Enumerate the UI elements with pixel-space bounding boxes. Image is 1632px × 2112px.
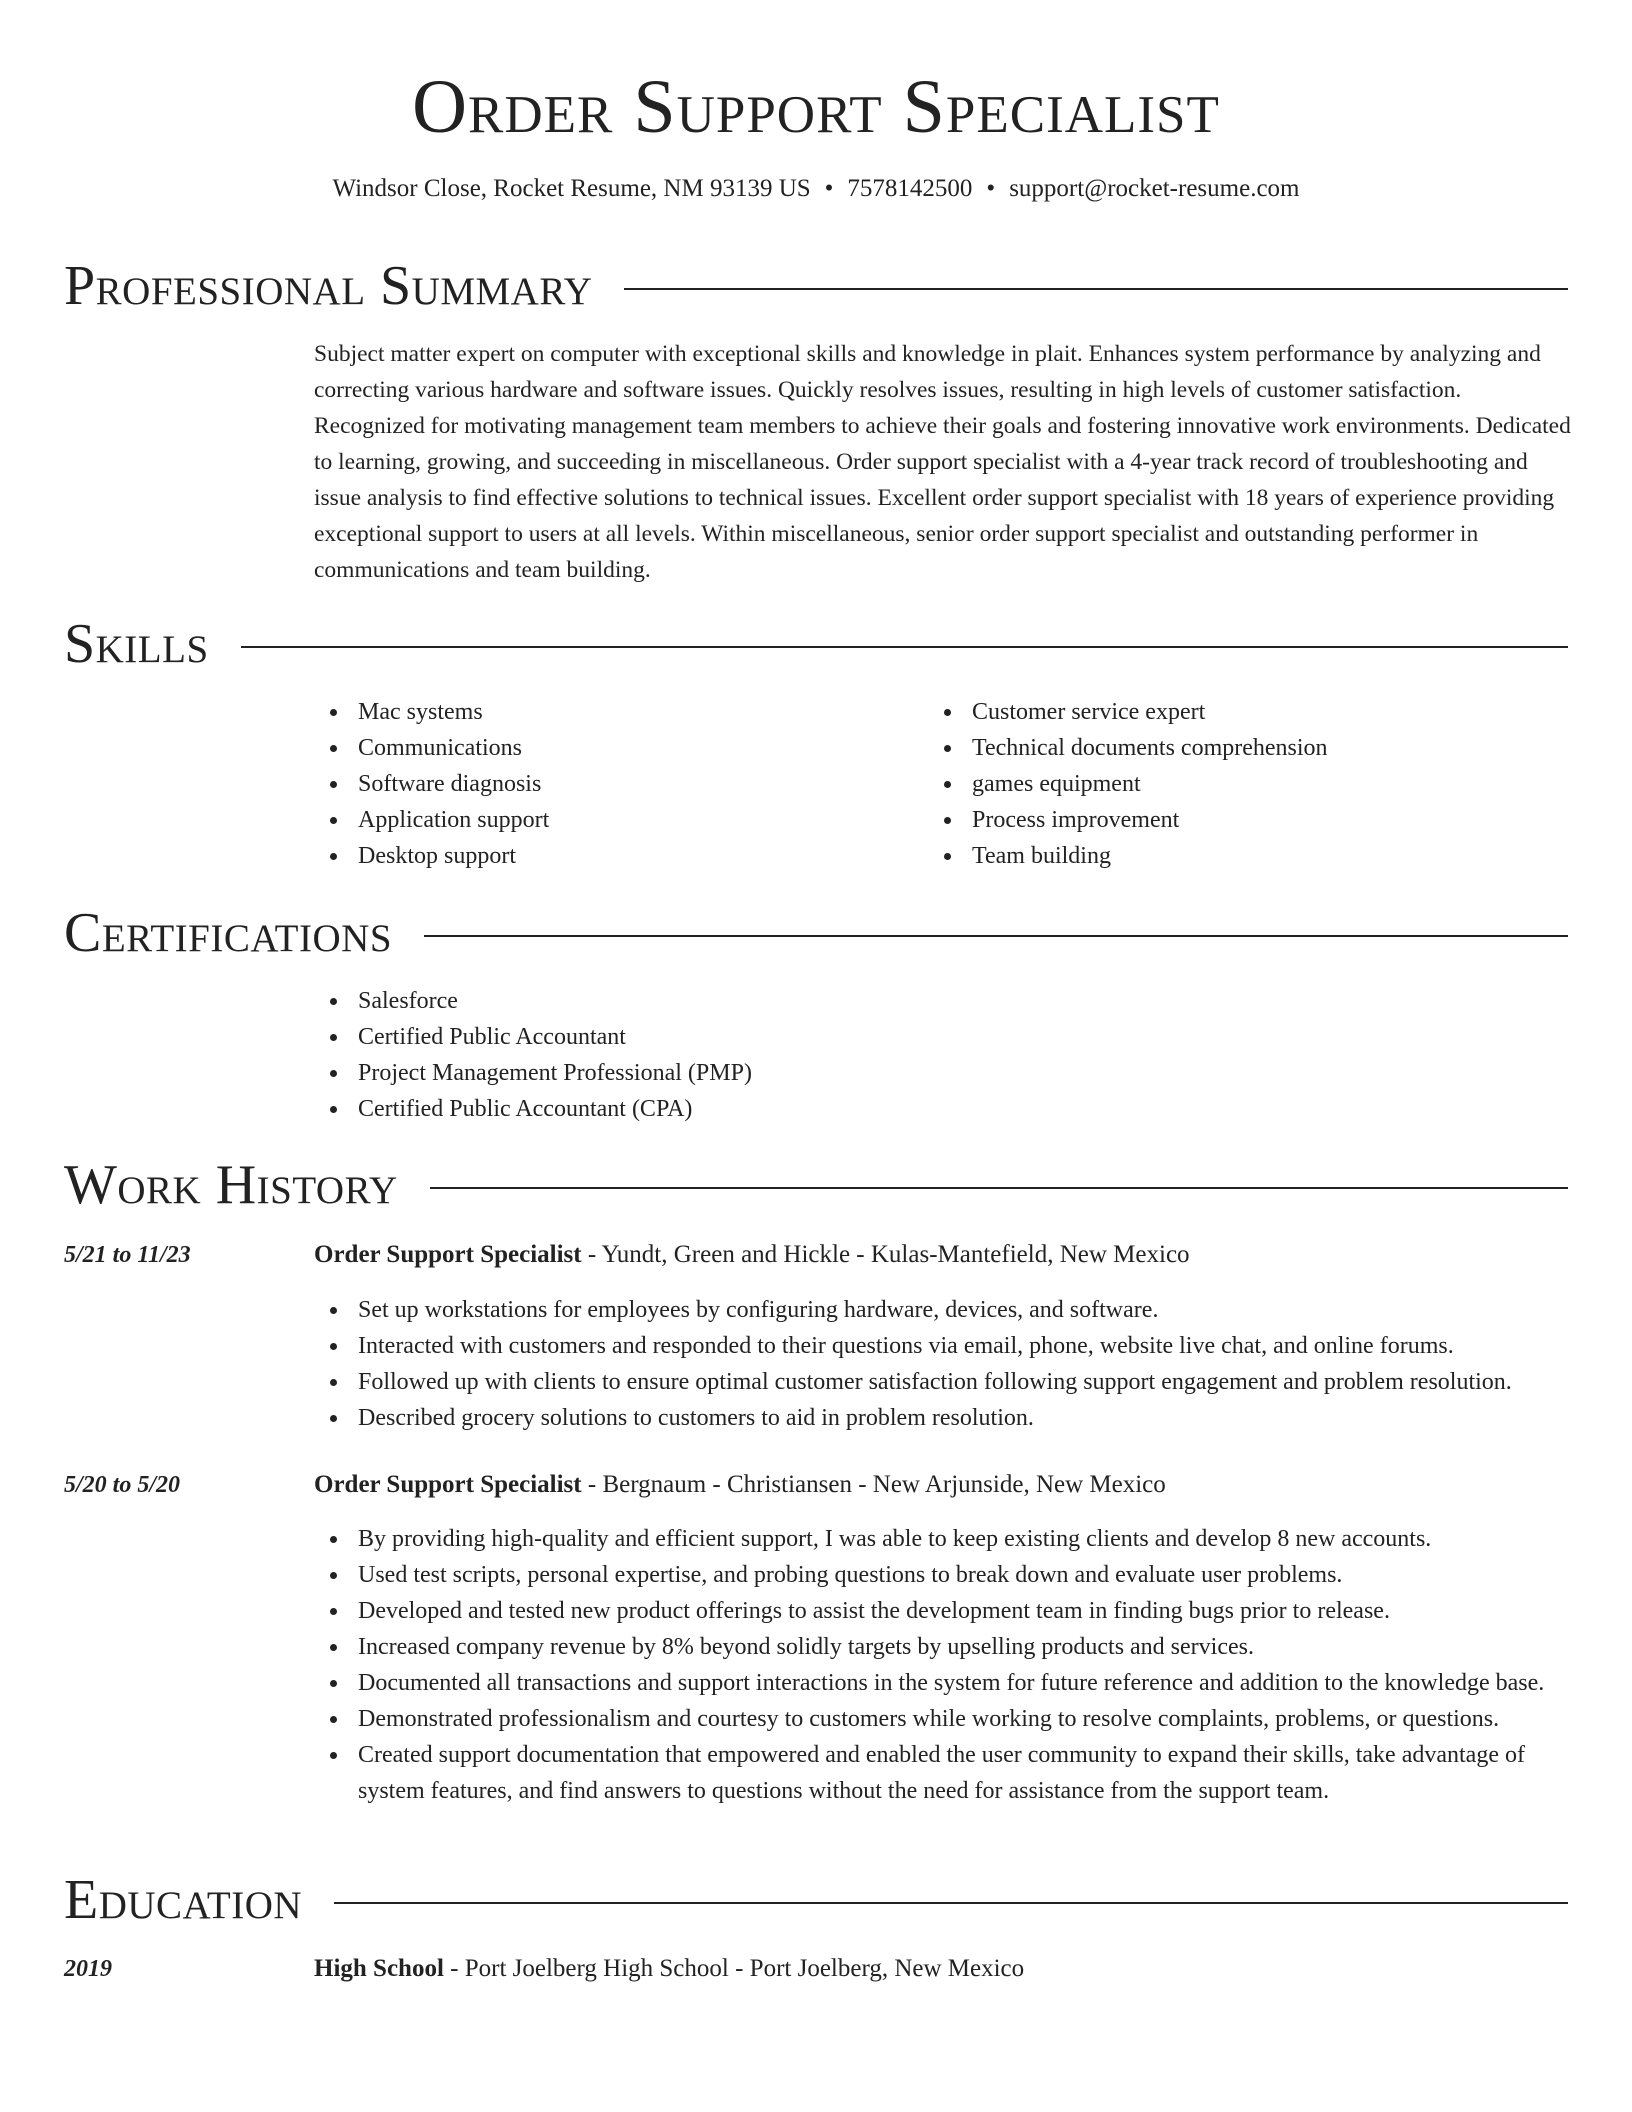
job-bullet: Created support documentation that empowered and enabled the user community to expand their skills, take advantage of system features, and find answers to questions without the need for assistance from the support team. bbox=[314, 1737, 1576, 1809]
summary-text: Subject matter expert on computer with exceptional skills and knowledge in plait. Enhances system performance by analyzing and correcting various hardware and software issues. Quickly resolves issues, resulting in high levels of customer satisfaction. Recognized for motivating management team members to achieve their goals and fostering innovative work environments. Dedicated to learning, growing, and succeeding in miscellaneous. Order support specialist with a 4-year track record of troubleshooting and issue analysis to find effective solutions to technical issues. Excellent order support specialist with 18 years of experience providing exceptional support to users at all levels. Within miscellaneous, senior order support specialist and outstanding performer in communications and team building. bbox=[314, 341, 1571, 583]
section-divider bbox=[424, 935, 1568, 937]
skill-item: Communications bbox=[314, 730, 914, 766]
certification-item: Project Management Professional (PMP) bbox=[314, 1055, 1314, 1091]
section-education bbox=[64, 1867, 1568, 1933]
education-year: 2019 bbox=[64, 1956, 112, 1982]
section-divider bbox=[430, 1187, 1568, 1189]
contact-address: Windsor Close, Rocket Resume, NM 93139 US bbox=[332, 175, 811, 202]
contact-line bbox=[0, 172, 1632, 206]
skill-item: Mac systems bbox=[314, 694, 914, 730]
job-bullet: Developed and tested new product offerings to assist the development team in finding bugs prior to release. bbox=[314, 1593, 1576, 1629]
job-dates: 5/21 to 11/23 bbox=[64, 1242, 191, 1268]
contact-phone: 7578142500 bbox=[847, 175, 973, 202]
section-title: Work History bbox=[64, 1154, 398, 1216]
section-divider bbox=[241, 646, 1568, 648]
job-employer: - Bergnaum - Christiansen - New Arjunside, New Mexico bbox=[581, 1471, 1166, 1498]
job-bullets bbox=[314, 1521, 1576, 1809]
job-bullet: Followed up with clients to ensure optimal customer satisfaction following support engagement and problem resolution. bbox=[314, 1364, 1576, 1400]
skill-item: Desktop support bbox=[314, 838, 914, 874]
resume-name: Order Support Specialist bbox=[412, 65, 1220, 149]
section-title: Education bbox=[64, 1869, 303, 1931]
section-title: Professional Summary bbox=[64, 255, 593, 317]
job-title: Order Support Specialist bbox=[314, 1241, 582, 1268]
job-bullet: Used test scripts, personal expertise, and probing questions to break down and evaluate user problems. bbox=[314, 1557, 1576, 1593]
job-heading bbox=[314, 1467, 1572, 1503]
job-title: Order Support Specialist bbox=[314, 1471, 582, 1498]
job-bullet: Set up workstations for employees by configuring hardware, devices, and software. bbox=[314, 1292, 1576, 1328]
contact-email: support@rocket-resume.com bbox=[1009, 175, 1300, 202]
job-bullet: By providing high-quality and efficient support, I was able to keep existing clients and develop 8 new accounts. bbox=[314, 1521, 1576, 1557]
certifications-list bbox=[314, 983, 1314, 1127]
certification-item: Certified Public Accountant (CPA) bbox=[314, 1091, 1314, 1127]
contact-separator: • bbox=[824, 175, 834, 202]
skills-list-left bbox=[314, 694, 914, 874]
section-title: Certifications bbox=[64, 902, 393, 964]
job-heading bbox=[314, 1237, 1572, 1273]
skill-item: Team building bbox=[928, 838, 1528, 874]
section-professional-summary bbox=[64, 253, 1568, 319]
section-certifications bbox=[64, 900, 1568, 966]
skills-list-right bbox=[928, 694, 1528, 874]
job-bullet: Demonstrated professionalism and courtesy to customers while working to resolve complaints, problems, or questions. bbox=[314, 1701, 1576, 1737]
section-work-history bbox=[64, 1152, 1568, 1218]
job-bullet: Increased company revenue by 8% beyond solidly targets by upselling products and services. bbox=[314, 1629, 1576, 1665]
skill-item: games equipment bbox=[928, 766, 1528, 802]
skill-item: Customer service expert bbox=[928, 694, 1528, 730]
skill-item: Process improvement bbox=[928, 802, 1528, 838]
section-title: Skills bbox=[64, 613, 209, 675]
skill-item: Technical documents comprehension bbox=[928, 730, 1528, 766]
job-bullet: Documented all transactions and support interactions in the system for future reference and addition to the knowledge base. bbox=[314, 1665, 1576, 1701]
section-divider bbox=[334, 1902, 1568, 1904]
education-school: - Port Joelberg High School - Port Joelberg, New Mexico bbox=[443, 1955, 1025, 1982]
certification-item: Certified Public Accountant bbox=[314, 1019, 1314, 1055]
job-dates: 5/20 to 5/20 bbox=[64, 1472, 181, 1498]
section-skills bbox=[64, 611, 1568, 677]
skill-item: Application support bbox=[314, 802, 914, 838]
certification-item: Salesforce bbox=[314, 983, 1314, 1019]
job-bullets bbox=[314, 1292, 1576, 1436]
skill-item: Software diagnosis bbox=[314, 766, 914, 802]
job-employer: - Yundt, Green and Hickle - Kulas-Mantefield, New Mexico bbox=[581, 1241, 1190, 1268]
education-heading bbox=[314, 1951, 1572, 1987]
education-degree: High School bbox=[314, 1955, 444, 1982]
job-bullet: Interacted with customers and responded to their questions via email, phone, website live chat, and online forums. bbox=[314, 1328, 1576, 1364]
section-divider bbox=[624, 288, 1568, 290]
contact-separator: • bbox=[986, 175, 996, 202]
job-bullet: Described grocery solutions to customers to aid in problem resolution. bbox=[314, 1400, 1576, 1436]
